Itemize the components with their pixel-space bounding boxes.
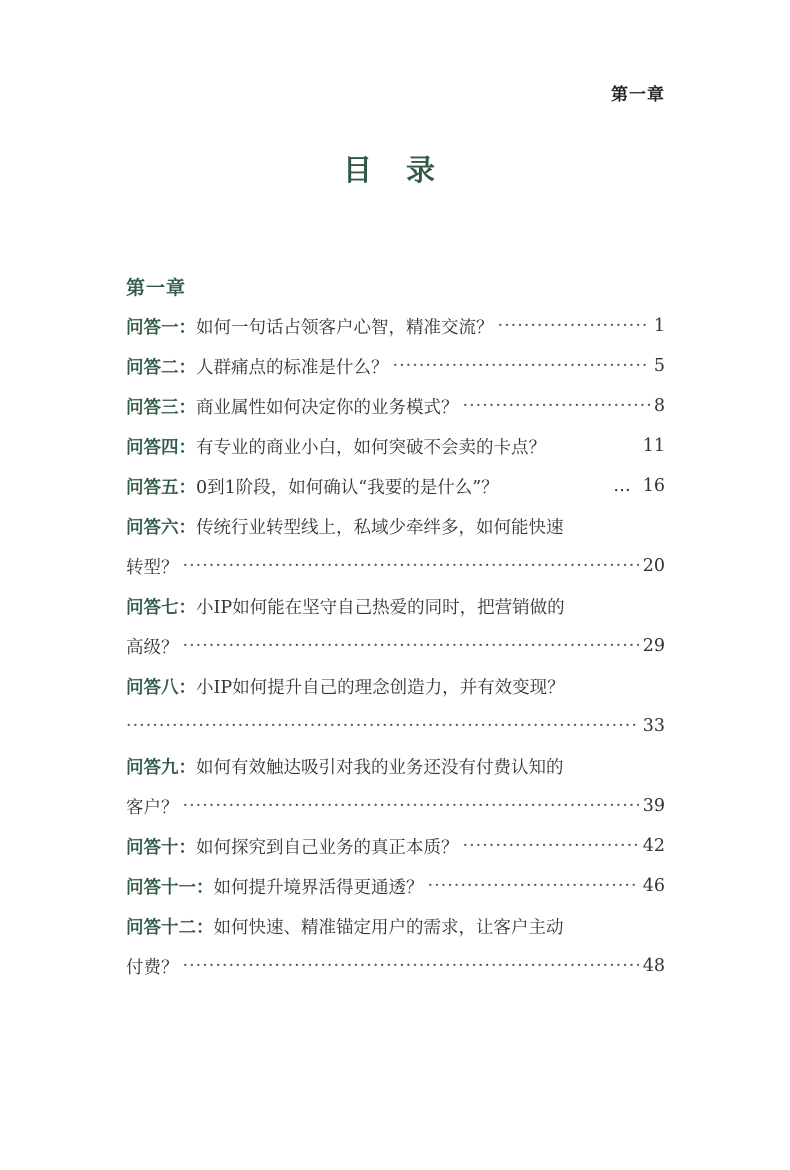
toc-entry[interactable] xyxy=(126,906,665,946)
entry-label: 问答三： xyxy=(126,397,196,418)
toc-entry[interactable] xyxy=(126,506,665,546)
leader-dots xyxy=(183,636,639,656)
entry-label: 问答十一： xyxy=(126,877,214,898)
toc-entry[interactable] xyxy=(126,866,665,906)
toc-entry[interactable] xyxy=(126,586,665,626)
entry-page: 5 xyxy=(653,356,665,376)
toc-entry[interactable] xyxy=(126,426,665,466)
toc-entry[interactable] xyxy=(126,746,665,786)
toc-entry-continuation[interactable] xyxy=(126,786,665,826)
entry-title: 传统行业转型线上，私域少牵绊多，如何能快速 xyxy=(196,517,564,538)
running-head: 第一章 xyxy=(611,85,665,105)
leader-dots xyxy=(498,316,650,336)
entry-title: 小IP如何提升自己的理念创造力，并有效变现？ xyxy=(196,677,565,698)
entry-label: 问答九： xyxy=(126,757,196,778)
entry-label: 问答五： xyxy=(126,477,196,498)
leader-dots xyxy=(126,716,639,736)
leader-dots: … xyxy=(613,476,631,496)
entry-label: 问答八： xyxy=(126,677,196,698)
entry-page: 29 xyxy=(642,636,665,656)
entry-page: 46 xyxy=(642,876,665,896)
leader-dots xyxy=(183,556,639,576)
toc-entry-continuation[interactable] xyxy=(126,946,665,986)
leader-dots xyxy=(463,396,650,416)
leader-dots xyxy=(463,836,639,856)
entry-title-cont: 客户？ xyxy=(126,797,179,818)
entry-title-cont: 高级？ xyxy=(126,637,179,658)
entry-page: 8 xyxy=(653,396,665,416)
leader-dots xyxy=(393,356,650,376)
entry-title: 如何提升境界活得更通透？ xyxy=(213,877,424,898)
entry-page: 20 xyxy=(642,556,665,576)
entry-title-cont: 付费？ xyxy=(126,957,179,978)
entry-label: 问答七： xyxy=(126,597,196,618)
toc-entry[interactable] xyxy=(126,386,665,426)
entry-title: 小IP如何能在坚守自己热爱的同时，把营销做的 xyxy=(196,597,565,618)
entry-title: 商业属性如何决定你的业务模式？ xyxy=(196,397,459,418)
entry-label: 问答一： xyxy=(126,317,196,338)
toc-entry[interactable] xyxy=(126,466,665,506)
entry-page: 1 xyxy=(653,316,665,336)
toc-entries xyxy=(126,306,665,986)
entry-title: 如何有效触达吸引对我的业务还没有付费认知的 xyxy=(196,757,564,778)
entry-title: 如何探究到自己业务的真正本质？ xyxy=(196,837,459,858)
entry-label: 问答十二： xyxy=(126,917,214,938)
entry-title: 如何快速、精准锚定用户的需求，让客户主动 xyxy=(213,917,564,938)
entry-page: 11 xyxy=(642,436,665,456)
leader-dots xyxy=(183,796,639,816)
entry-title-cont: 转型？ xyxy=(126,557,179,578)
toc-title: 目 录 xyxy=(342,153,448,187)
entry-title: 人群痛点的标准是什么？ xyxy=(196,357,389,378)
entry-title: 有专业的商业小白，如何突破不会卖的卡点？ xyxy=(196,437,546,458)
entry-page: 48 xyxy=(642,956,665,976)
toc-entry-continuation[interactable] xyxy=(126,546,665,586)
entry-page: 42 xyxy=(642,836,665,856)
entry-page: 39 xyxy=(642,796,665,816)
chapter-heading: 第一章 xyxy=(126,277,187,299)
leader-dots xyxy=(428,876,639,896)
toc-entry-continuation[interactable] xyxy=(126,706,665,746)
toc-entry[interactable] xyxy=(126,306,665,346)
entry-label: 问答二： xyxy=(126,357,196,378)
entry-page: 16 xyxy=(642,476,665,496)
leader-dots xyxy=(183,956,639,976)
toc-entry[interactable] xyxy=(126,346,665,386)
entry-label: 问答四： xyxy=(126,437,196,458)
toc-entry[interactable] xyxy=(126,826,665,866)
entry-label: 问答十： xyxy=(126,837,196,858)
entry-page: 33 xyxy=(642,716,665,736)
entry-title: 如何一句话占领客户心智，精准交流？ xyxy=(196,317,494,338)
entry-title: 0到1阶段，如何确认“我要的是什么”？ xyxy=(196,477,499,498)
toc-entry[interactable] xyxy=(126,666,665,706)
entry-label: 问答六： xyxy=(126,517,196,538)
toc-entry-continuation[interactable] xyxy=(126,626,665,666)
